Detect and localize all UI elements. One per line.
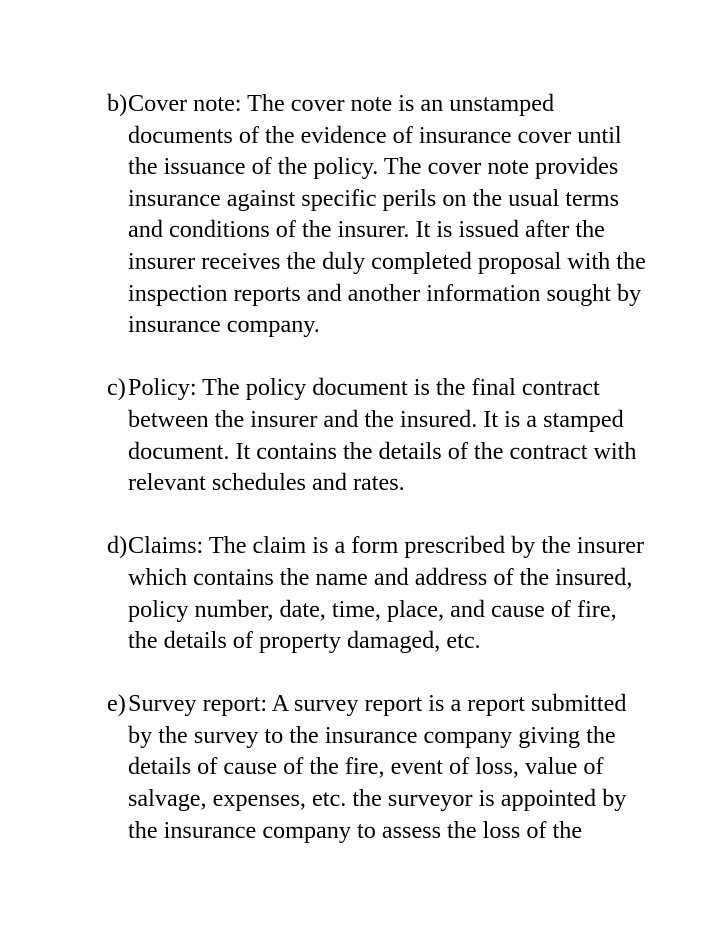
- text-line: document. It contains the details of the contract with: [128, 437, 637, 465]
- list-marker: b): [107, 90, 128, 117]
- text-line: insurance against specific perils on the usual terms: [128, 184, 619, 212]
- text-line: insurance company.: [128, 311, 320, 339]
- text-line: the insurance company to assess the loss of the: [128, 816, 583, 844]
- list-marker: c): [107, 374, 126, 402]
- list-item-text: [128, 88, 707, 341]
- text-line: Policy: The policy document is the final contract: [128, 374, 600, 402]
- text-line: the details of property damaged, etc.: [128, 627, 481, 655]
- definition-list: [107, 88, 707, 878]
- text-line: inspection reports and another information sought by: [128, 279, 642, 307]
- text-line: Claims: The claim is a form prescribed by the insurer: [128, 532, 645, 560]
- text-line: Cover note: The cover note is an unstamped: [128, 90, 555, 117]
- text-line: policy number, date, time, place, and cause of fire,: [128, 595, 617, 623]
- text-line: which contains the name and address of the insured,: [128, 563, 633, 591]
- list-item-text: [128, 688, 707, 846]
- list-item-cover-note: [107, 88, 707, 341]
- text-line: by the survey to the insurance company giving the: [128, 721, 616, 749]
- list-marker: e): [107, 690, 126, 718]
- text-line: documents of the evidence of insurance cover until: [128, 121, 622, 149]
- text-line: insurer receives the duly completed proposal with the: [128, 247, 646, 275]
- list-item-claims: [107, 530, 707, 656]
- text-line: salvage, expenses, etc. the surveyor is appointed by: [128, 785, 627, 813]
- list-marker: d): [107, 532, 128, 560]
- list-item-policy: [107, 372, 707, 498]
- text-line: and conditions of the insurer. It is issued after the: [128, 216, 605, 244]
- list-item-text: [128, 530, 707, 656]
- text-line: details of cause of the fire, event of loss, value of: [128, 753, 604, 781]
- list-item-survey-report: [107, 688, 707, 846]
- list-item-text: [128, 372, 707, 498]
- text-line: between the insurer and the insured. It is a stamped: [128, 405, 624, 433]
- text-line: the issuance of the policy. The cover note provides: [128, 153, 619, 181]
- text-line: Survey report: A survey report is a report submitted: [128, 690, 627, 718]
- text-line: relevant schedules and rates.: [128, 469, 405, 497]
